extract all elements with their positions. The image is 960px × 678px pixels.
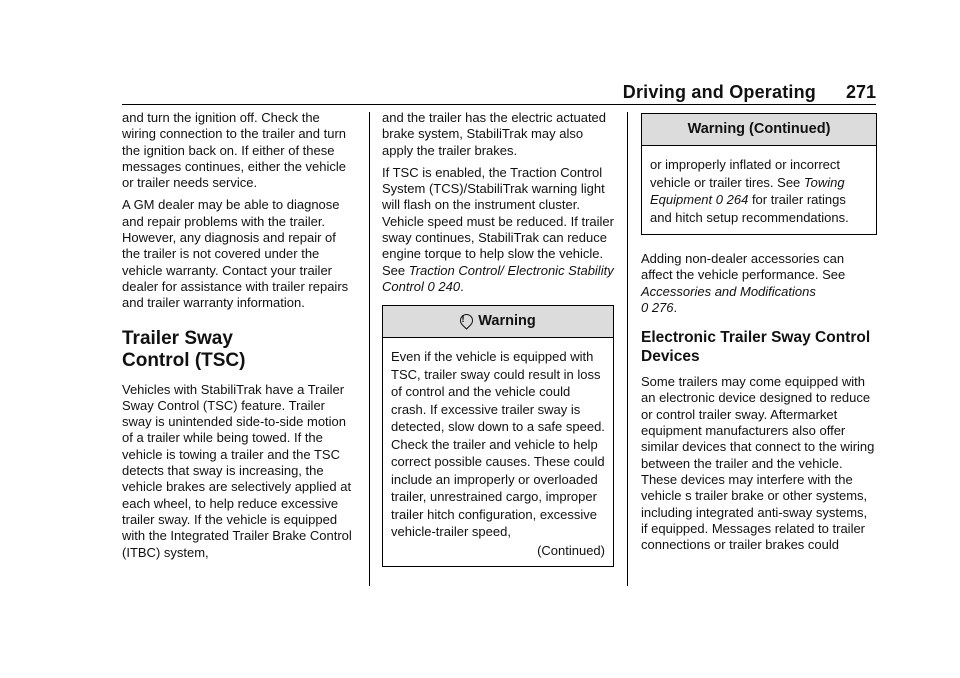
text: or improperly inflated or incorrect vehicle or trailer tires. See: [650, 157, 841, 190]
paragraph-sway-devices: Some trailers may come equipped with an electronic device designed to reduce or control trailer sway. Aftermarket equipment manufacturers also offer similar devices that connect to the wiring between the trailer and the vehicle. These devices may interfere with the vehicle s trailer brake or other systems, including integrated anti-sway systems, if equipped. Messages related to trailer connections or trailer brakes could: [641, 374, 875, 553]
section-heading-sway-devices: Electronic Trailer Sway Control Devices: [641, 329, 871, 366]
page-ref-264[interactable]: 0 264: [715, 192, 749, 207]
warning-text: Even if the vehicle is equipped with TSC, trailer sway could result in loss of control and the vehicle could crash. If excessive trailer sway is detected, slow down to a safe speed. Check the trailer and vehicle to help correct possible causes. These could include an improperly or overloaded trailer, unrestrained cargo, improper trailer hitch configuration, excessive vehicle-trailer speed,: [391, 349, 605, 540]
warning-body: [383, 338, 613, 566]
text-end: .: [460, 278, 464, 294]
page-ref-240[interactable]: 0 240: [427, 278, 461, 294]
page-number: 271: [845, 82, 876, 102]
text-end: for trailer ratings and hitch setup recommendations.: [650, 192, 849, 225]
text-end: .: [673, 299, 678, 315]
warning-continued-body: [642, 146, 876, 234]
warning-icon: [458, 312, 476, 330]
paragraph-gm-dealer: A GM dealer may be able to diagnose and repair problems with the trailer. However, any diagnosis and repair of the trailer is not covered under the vehicle warranty. Contact your trailer dealer for assistance with trailer repairs and trailer warranty information.: [122, 197, 349, 311]
heading-line-1: Trailer Sway: [122, 327, 233, 349]
cross-ref-traction-control[interactable]: Traction Control/ Electronic Stability Control: [382, 262, 614, 294]
section-heading-tsc: [122, 328, 356, 372]
paragraph-ignition: and turn the ignition off. Check the wiring connection to the trailer and turn the ignition back on. If either of these messages continues, either the vehicle or trailer needs service.: [122, 110, 347, 191]
column-divider-2: [627, 112, 628, 586]
warning-continued-header: Warning (Continued): [642, 114, 876, 146]
warning-continued-box: [641, 113, 877, 235]
paragraph-accessories: [641, 251, 877, 316]
warning-header: [383, 306, 613, 338]
warning-continued-text: [650, 156, 868, 226]
column-1: [122, 110, 356, 567]
header-rule: [122, 104, 876, 105]
column-3: [641, 110, 877, 559]
page-ref-276[interactable]: 0 276: [641, 299, 674, 315]
warning-title: Warning: [478, 313, 536, 330]
heading-line-2: Control (TSC): [122, 349, 246, 371]
paragraph-tsc-enabled: [382, 165, 614, 295]
warning-box: [382, 305, 614, 567]
continued-label: (Continued): [537, 542, 605, 558]
text: If TSC is enabled, the Traction Control System (TCS)/StabiliTrak warning light will flash on the instrument cluster. Vehicle speed must be reduced. If trailer sway continues, StabiliTrak can reduce engine torque to help slow the vehicle. See: [382, 164, 614, 278]
column-2: [382, 110, 614, 567]
paragraph-tsc-intro: Vehicles with StabiliTrak have a Trailer Sway Control (TSC) feature. Trailer sway is unintended side-to-side motion of a trailer while being towed. If the vehicle is towing a trailer and the TSC detects that sway is increasing, the vehicle brakes are selectively applied at each wheel, to help reduce excessive trailer sway. If the vehicle is equipped with the Integrated Trailer Brake Control (ITBC) system,: [122, 381, 352, 560]
cross-ref-towing-equipment[interactable]: Towing Equipment: [650, 174, 845, 207]
paragraph-electric-brake: and the trailer has the electric actuated brake system, StabiliTrak may also apply the trailer brakes.: [382, 110, 607, 158]
text: Adding non-dealer accessories can affect the vehicle performance. See: [641, 251, 846, 283]
cross-ref-accessories[interactable]: Accessories and Modifications: [641, 283, 816, 299]
running-header-title: Driving and Operating: [622, 82, 816, 102]
column-divider-1: [369, 112, 370, 586]
